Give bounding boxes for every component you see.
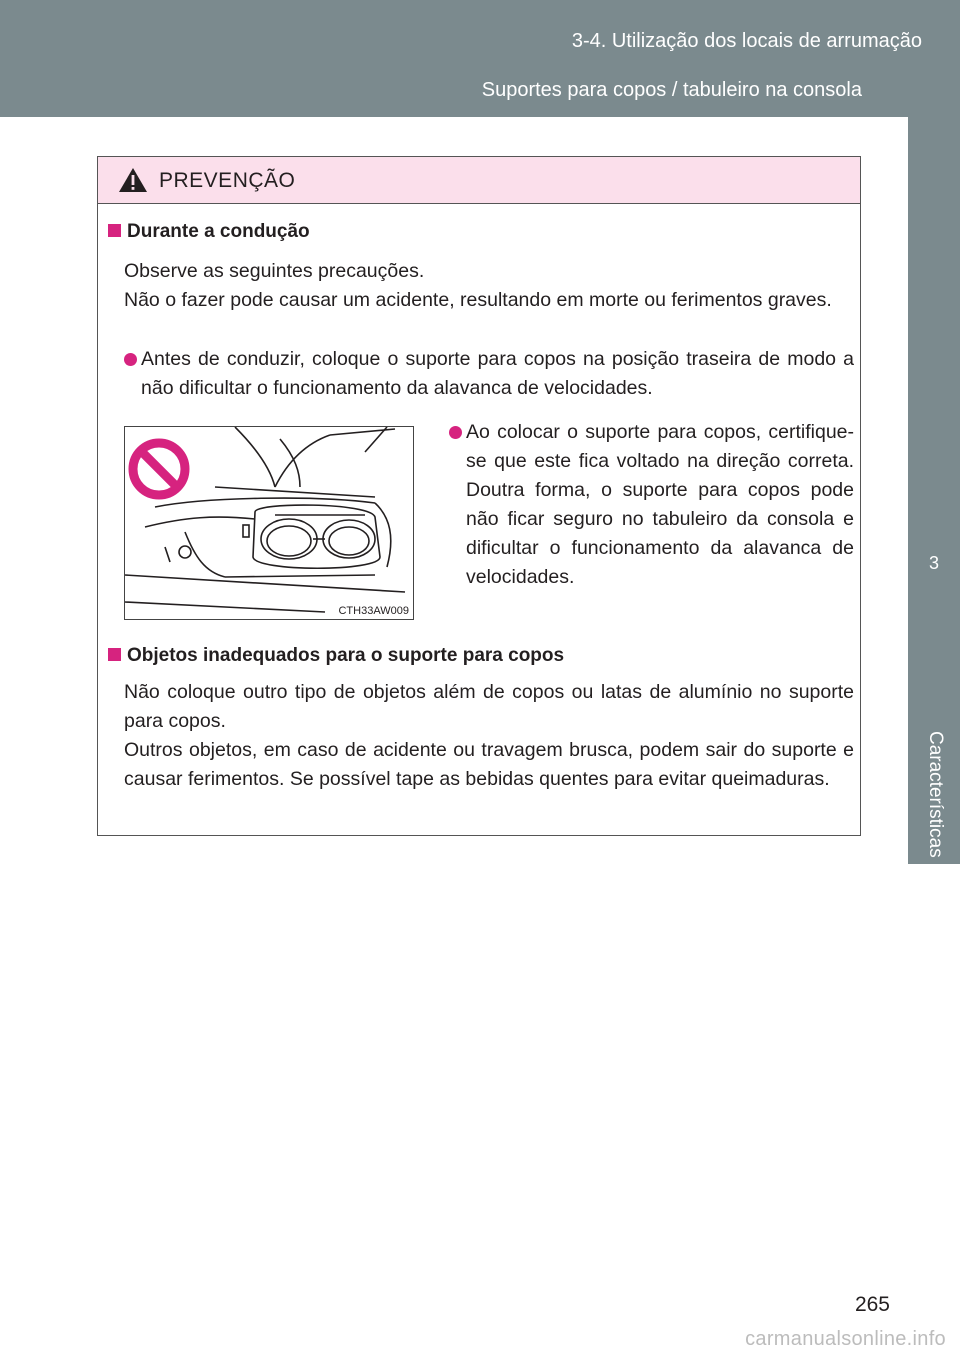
page-number: 265 — [854, 1293, 890, 1316]
cup-holder-illustration — [124, 426, 414, 620]
round-bullet-icon — [124, 353, 137, 366]
objects-line1: Não coloque outro tipo de objetos além de copos ou latas de alumínio no suporte para copos. — [124, 681, 854, 732]
prohibition-icon — [133, 443, 185, 495]
warning-triangle-icon — [118, 167, 148, 193]
chapter-side-tab — [908, 117, 960, 942]
driving-line1: Observe as seguintes precauções. — [124, 260, 425, 282]
section-title: 3-4. Utilização dos locais de arrumação — [571, 30, 922, 52]
driving-intro — [124, 257, 854, 315]
watermark: carmanualsonline.info — [745, 1328, 946, 1350]
figure-code: CTH33AW009 — [338, 605, 409, 617]
objects-line2: Outros objetos, em caso de acidente ou travagem brusca, podem sair do suporte e causar ferimentos. Se possível tape as bebidas quentes para evitar queimaduras. — [124, 739, 854, 790]
warning-title: PREVENÇÃO — [159, 169, 296, 192]
driving-line2: Não o fazer pode causar um acidente, resultando em morte ou ferimentos graves. — [124, 289, 832, 311]
warning-header — [98, 157, 860, 204]
round-bullet-icon — [449, 426, 462, 439]
chapter-number: 3 — [928, 553, 939, 573]
square-bullet-icon — [108, 224, 121, 237]
objects-text — [124, 678, 854, 794]
bullet-rear-position: Antes de conduzir, coloque o suporte para copos na posição traseira de modo a não dificultar o funcionamento da alavanca de velocidades. — [141, 345, 854, 403]
cup-holder-drawing — [125, 427, 413, 619]
subsection-title: Suportes para copos / tabuleiro na consola — [481, 79, 862, 101]
section-heading-objects: Objetos inadequados para o suporte para copos — [108, 645, 564, 667]
chapter-title: Características interiores — [925, 731, 946, 942]
page-header — [0, 0, 960, 117]
section-heading-driving: Durante a condução — [108, 221, 310, 243]
bullet-orientation: Ao colocar o suporte para copos, certifique-se que este fica voltado na direção correta. Doutra forma, o suporte para copos pode não ficar seguro no tabuleiro da consola e dificultar o funcionamento da alavanca de velocidades. — [466, 418, 854, 592]
square-bullet-icon — [108, 648, 121, 661]
